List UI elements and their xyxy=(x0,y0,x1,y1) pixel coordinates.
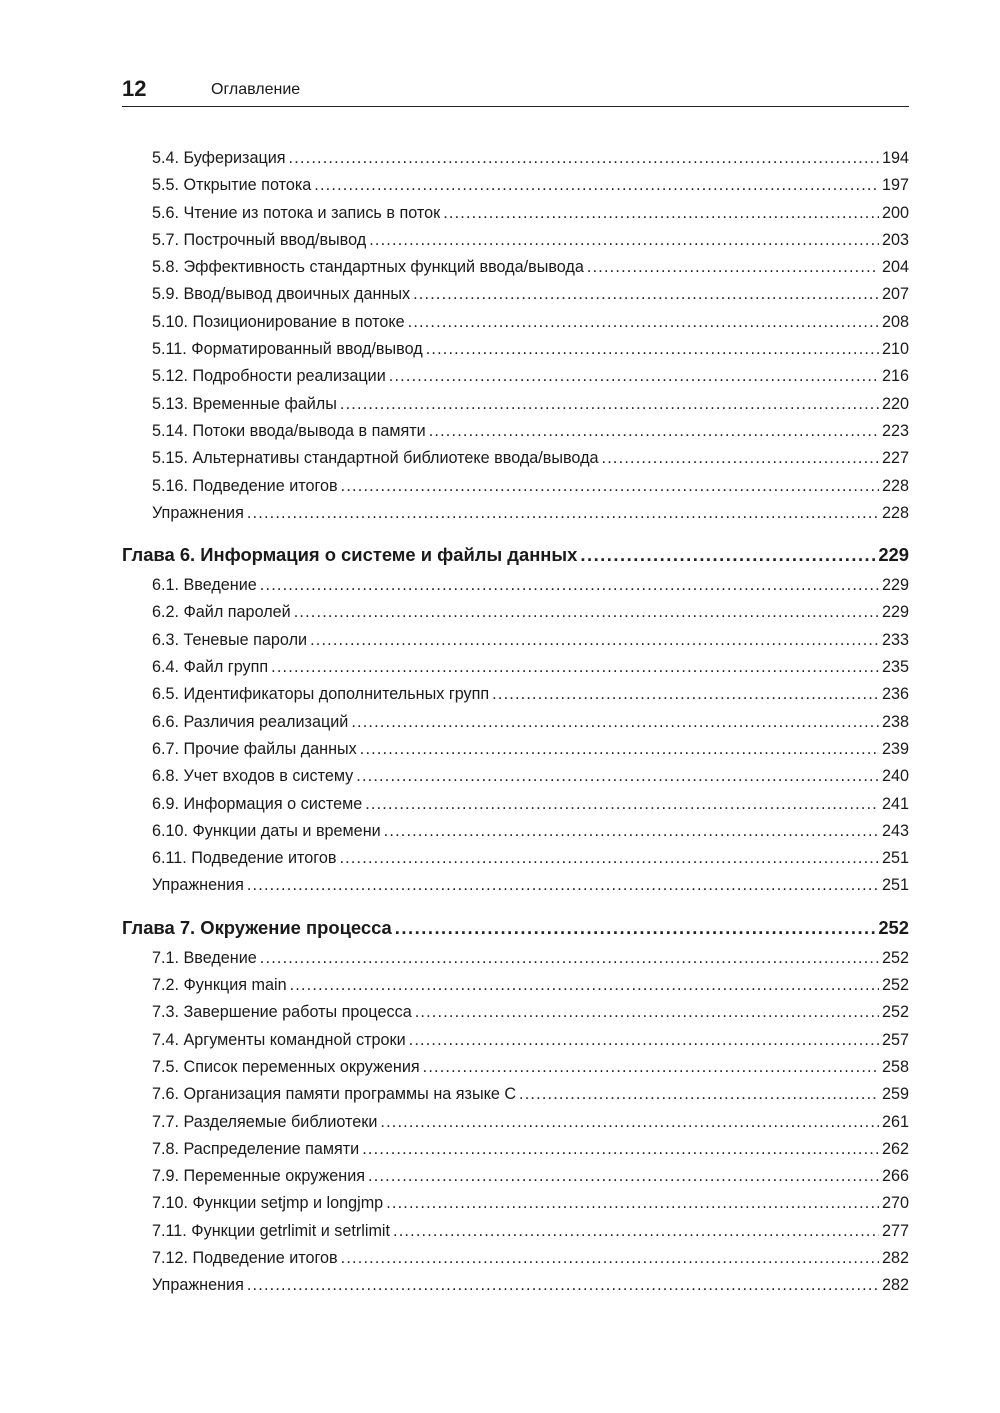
toc-entry-page: 207 xyxy=(881,285,909,304)
toc-leader-dots xyxy=(294,599,879,626)
toc-entry-page: 223 xyxy=(881,421,909,440)
toc-leader-dots xyxy=(519,1081,879,1108)
toc-leader-dots xyxy=(260,572,879,599)
toc-entry[interactable] xyxy=(122,763,909,790)
toc-entry[interactable] xyxy=(122,818,909,845)
toc-entry[interactable] xyxy=(122,445,909,472)
toc-leader-dots xyxy=(339,845,879,872)
toc-entry-page: 266 xyxy=(881,1167,909,1186)
running-title: Оглавление xyxy=(211,81,301,98)
toc-entry[interactable] xyxy=(122,172,909,199)
toc-entry-page: 282 xyxy=(881,1276,909,1295)
toc-entry-title: 6.6. Различия реализаций xyxy=(152,712,349,731)
toc-entry-exercises[interactable] xyxy=(122,1272,909,1299)
toc-entry[interactable] xyxy=(122,681,909,708)
toc-entry-page: 233 xyxy=(881,630,909,649)
toc-entry[interactable] xyxy=(122,572,909,599)
chapter-title: Глава 6. Информация о системе и файлы данных xyxy=(122,544,578,566)
toc-entry-page: 235 xyxy=(881,658,909,677)
toc-entry-page: 203 xyxy=(881,230,909,249)
toc-leader-dots xyxy=(289,145,879,172)
toc-entry-page: 200 xyxy=(881,203,909,222)
toc-entry[interactable] xyxy=(122,1027,909,1054)
toc-entry-title: 5.10. Позиционирование в потоке xyxy=(152,312,405,331)
toc-entry-exercises[interactable] xyxy=(122,500,909,527)
toc-entry-page: 204 xyxy=(881,258,909,277)
toc-leader-dots xyxy=(423,1054,879,1081)
toc-entry-title: 6.5. Идентификаторы дополнительных групп xyxy=(152,685,490,704)
toc-entry-page: 229 xyxy=(881,576,909,595)
toc-entry-page: 208 xyxy=(881,312,909,331)
toc-entry-page: 257 xyxy=(881,1030,909,1049)
toc-entry-page: 258 xyxy=(881,1057,909,1076)
toc-leader-dots xyxy=(247,1272,879,1299)
toc-entry[interactable] xyxy=(122,845,909,872)
toc-entry-title: 7.9. Переменные окружения xyxy=(152,1167,366,1186)
toc-chapter-6[interactable] xyxy=(122,540,909,570)
toc-entry[interactable] xyxy=(122,391,909,418)
toc-leader-dots xyxy=(409,1027,879,1054)
toc-entry-page: 270 xyxy=(881,1194,909,1213)
toc-entry-title: 5.9. Ввод/вывод двоичных данных xyxy=(152,285,411,304)
toc-entry-title: 5.15. Альтернативы стандартной библиотеке ввода/вывода xyxy=(152,449,599,468)
toc-entry-title: 7.5. Список переменных окружения xyxy=(152,1057,420,1076)
toc-entry[interactable] xyxy=(122,418,909,445)
toc-entry-title: 7.1. Введение xyxy=(152,948,257,967)
toc-entry-title: Упражнения xyxy=(152,876,244,895)
toc-entry[interactable] xyxy=(122,1054,909,1081)
toc-entry-page: 259 xyxy=(881,1085,909,1104)
toc-leader-dots xyxy=(247,872,879,899)
toc-entry-page: 194 xyxy=(881,149,909,167)
toc-leader-dots xyxy=(408,309,879,336)
toc-entry-title: 7.2. Функция main xyxy=(152,976,287,995)
toc-entry-title: 5.8. Эффективность стандартных функций ввода/вывода xyxy=(152,258,584,277)
toc-entry-title: 6.7. Прочие файлы данных xyxy=(152,739,357,758)
toc-entry-title: 6.2. Файл паролей xyxy=(152,603,291,622)
page-header xyxy=(122,74,908,106)
toc-entry-title: 6.3. Теневые пароли xyxy=(152,630,308,649)
toc-entry[interactable] xyxy=(122,309,909,336)
toc-entry-page: 239 xyxy=(881,739,909,758)
toc-entry[interactable] xyxy=(122,1109,909,1136)
toc-entry-title: 6.10. Функции даты и времени xyxy=(152,821,381,840)
toc-entry-page: 252 xyxy=(881,1003,909,1022)
toc-entry-page: 251 xyxy=(881,849,909,868)
toc-entry-title: 5.6. Чтение из потока и запись в поток xyxy=(152,203,441,222)
toc-entry-title: 5.16. Подведение итогов xyxy=(152,476,338,495)
chapter-page: 229 xyxy=(878,544,909,566)
toc-entry[interactable] xyxy=(122,736,909,763)
toc-leader-dots xyxy=(429,418,879,445)
toc-entry[interactable] xyxy=(122,599,909,626)
toc-entry-page: 262 xyxy=(881,1139,909,1158)
toc-leader-dots xyxy=(415,999,879,1026)
toc-entry-title: 7.6. Организация памяти программы на языке C xyxy=(152,1085,517,1104)
toc-entry-exercises[interactable] xyxy=(122,872,909,899)
toc-entry-title: 5.5. Открытие потока xyxy=(152,176,312,195)
toc-leader-dots xyxy=(386,1190,879,1217)
toc-entry[interactable] xyxy=(122,1190,909,1217)
toc-leader-dots xyxy=(368,1163,879,1190)
toc-leader-dots xyxy=(580,540,875,570)
toc-entry-page: 282 xyxy=(881,1248,909,1267)
toc-entry[interactable] xyxy=(122,336,909,363)
toc-leader-dots xyxy=(360,736,879,763)
toc-leader-dots xyxy=(362,1136,879,1163)
toc-entry[interactable] xyxy=(122,1081,909,1108)
toc-entry-title: 5.13. Временные файлы xyxy=(152,394,337,413)
toc-entry-title: 5.12. Подробности реализации xyxy=(152,367,386,386)
toc-leader-dots xyxy=(314,172,879,199)
toc-entry-page: 227 xyxy=(881,449,909,468)
toc-entry-page: 228 xyxy=(881,503,909,522)
toc-entry[interactable] xyxy=(122,473,909,500)
toc-leader-dots xyxy=(380,1109,879,1136)
toc-entry-title: Упражнения xyxy=(152,1276,244,1295)
toc-entry[interactable] xyxy=(122,227,909,254)
table-of-contents xyxy=(122,145,909,1300)
toc-entry-page: 210 xyxy=(881,340,909,359)
toc-entry[interactable] xyxy=(122,1163,909,1190)
toc-entry-page: 240 xyxy=(881,767,909,786)
toc-entry-title: 7.7. Разделяемые библиотеки xyxy=(152,1112,378,1131)
toc-leader-dots xyxy=(340,391,879,418)
toc-leader-dots xyxy=(602,445,879,472)
toc-leader-dots xyxy=(341,473,879,500)
toc-entry-page: 252 xyxy=(881,948,909,967)
toc-entry-title: 6.8. Учет входов в систему xyxy=(152,767,354,786)
toc-leader-dots xyxy=(365,791,879,818)
toc-entry-page: 251 xyxy=(881,876,909,895)
toc-entry-page: 252 xyxy=(881,976,909,995)
toc-entry-title: 7.3. Завершение работы процесса xyxy=(152,1003,412,1022)
toc-leader-dots xyxy=(369,227,879,254)
toc-entry-page: 243 xyxy=(881,821,909,840)
toc-entry[interactable] xyxy=(122,999,909,1026)
header-divider xyxy=(122,106,909,107)
toc-entry[interactable] xyxy=(122,791,909,818)
toc-leader-dots xyxy=(395,913,876,943)
toc-entry-page: 238 xyxy=(881,712,909,731)
toc-leader-dots xyxy=(492,681,879,708)
toc-entry-page: 228 xyxy=(881,476,909,495)
toc-entry-title: 5.11. Форматированный ввод/вывод xyxy=(152,340,423,359)
toc-entry-page: 277 xyxy=(881,1221,909,1240)
toc-entry[interactable] xyxy=(122,281,909,308)
toc-entry[interactable] xyxy=(122,709,909,736)
toc-entry-title: 6.1. Введение xyxy=(152,576,257,595)
toc-leader-dots xyxy=(587,254,879,281)
toc-leader-dots xyxy=(310,627,879,654)
toc-entry[interactable] xyxy=(122,1245,909,1272)
toc-entry-page: 241 xyxy=(881,794,909,813)
toc-leader-dots xyxy=(351,709,879,736)
toc-entry-page: 197 xyxy=(881,176,909,195)
toc-leader-dots xyxy=(247,500,879,527)
toc-leader-dots xyxy=(271,654,879,681)
toc-entry[interactable] xyxy=(122,145,909,172)
toc-leader-dots xyxy=(290,972,879,999)
toc-entry-title: 7.11. Функции getrlimit и setrlimit xyxy=(152,1221,391,1240)
toc-entry[interactable] xyxy=(122,945,909,972)
toc-leader-dots xyxy=(443,200,879,227)
toc-entry-page: 229 xyxy=(881,603,909,622)
toc-leader-dots xyxy=(341,1245,879,1272)
toc-leader-dots xyxy=(260,945,879,972)
toc-entry-title: 5.14. Потоки ввода/вывода в памяти xyxy=(152,421,426,440)
toc-entry[interactable] xyxy=(122,972,909,999)
toc-entry-title: 6.11. Подведение итогов xyxy=(152,849,337,868)
toc-entry-title: 7.8. Распределение памяти xyxy=(152,1139,360,1158)
chapter-page: 252 xyxy=(878,916,909,938)
toc-entry-page: 261 xyxy=(881,1112,909,1131)
toc-entry-title: 6.4. Файл групп xyxy=(152,658,269,677)
toc-entry-title: 5.4. Буферизация xyxy=(152,149,286,167)
toc-entry-page: 216 xyxy=(881,367,909,386)
toc-entry[interactable] xyxy=(122,254,909,281)
page-number: 12 xyxy=(122,76,147,101)
chapter-title: Глава 7. Окружение процесса xyxy=(122,916,392,938)
toc-entry[interactable] xyxy=(122,627,909,654)
toc-entry[interactable] xyxy=(122,1136,909,1163)
toc-entry-title: Упражнения xyxy=(152,503,244,522)
toc-entry-title: 5.7. Построчный ввод/вывод xyxy=(152,230,367,249)
toc-entry[interactable] xyxy=(122,654,909,681)
toc-entry-page: 236 xyxy=(881,685,909,704)
toc-leader-dots xyxy=(356,763,879,790)
toc-leader-dots xyxy=(426,336,879,363)
toc-leader-dots xyxy=(413,281,879,308)
toc-leader-dots xyxy=(393,1218,879,1245)
toc-entry[interactable] xyxy=(122,200,909,227)
toc-entry[interactable] xyxy=(122,363,909,390)
toc-entry[interactable] xyxy=(122,1218,909,1245)
toc-leader-dots xyxy=(389,363,879,390)
toc-entry-title: 6.9. Информация о системе xyxy=(152,794,363,813)
toc-entry-title: 7.4. Аргументы командной строки xyxy=(152,1030,406,1049)
toc-chapter-7[interactable] xyxy=(122,913,909,943)
toc-entry-title: 7.12. Подведение итогов xyxy=(152,1248,338,1267)
toc-leader-dots xyxy=(384,818,879,845)
toc-entry-page: 220 xyxy=(881,394,909,413)
toc-entry-title: 7.10. Функции setjmp и longjmp xyxy=(152,1194,384,1213)
